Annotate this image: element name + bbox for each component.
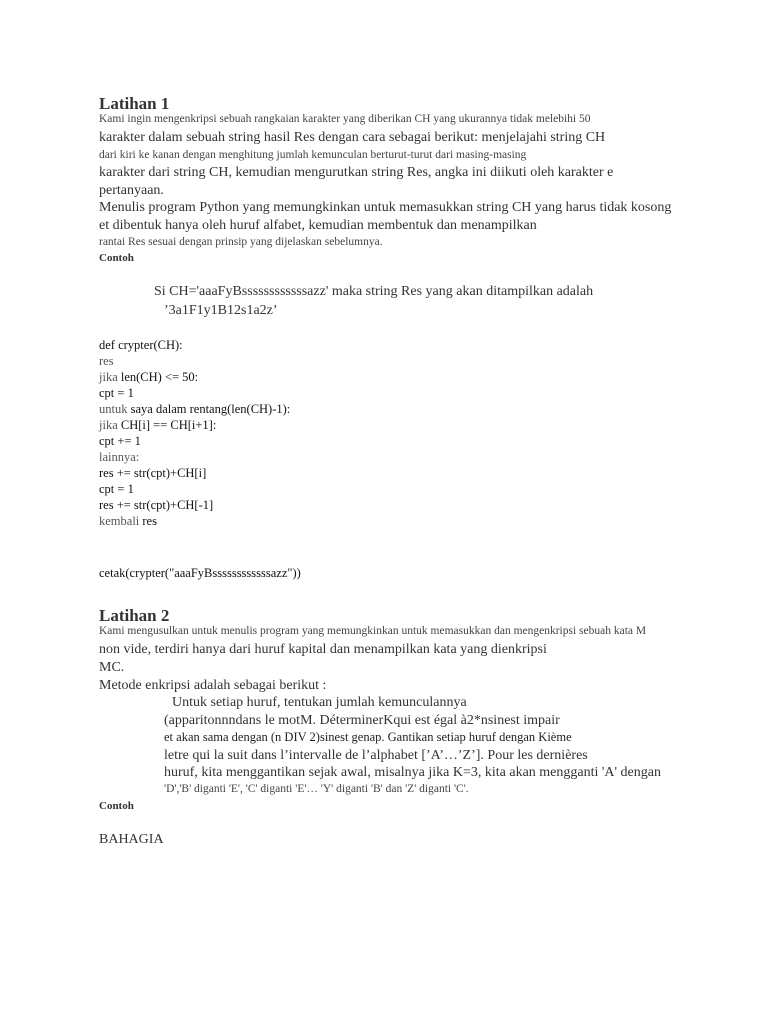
example-word: BAHAGIA (99, 832, 164, 847)
code-text: len(CH) <= 50: (117, 370, 199, 384)
code-keyword: res (99, 354, 114, 368)
latihan2-sub-line: huruf, kita menggantikan sejak awal, misalnya jika K=3, kita akan mengganti 'A' dengan (164, 765, 661, 780)
latihan1-line: rantai Res sesuai dengan prinsip yang dijelaskan sebelumnya. (99, 236, 383, 248)
code-line (99, 354, 114, 369)
code-line (99, 370, 198, 385)
latihan2-sub-line: letre qui la suit dans l’intervalle de l’alphabet [’A’…’Z’]. Pour les dernières (164, 748, 588, 763)
latihan1-line: pertanyaan. (99, 183, 164, 198)
latihan2-sub-line: 'D','B' diganti 'E', 'C' diganti 'E'… 'Y' diganti 'B' dan 'Z' diganti 'C'. (164, 783, 469, 795)
contoh-label: Contoh (99, 252, 134, 264)
code-text: res (139, 514, 157, 528)
code-line (99, 450, 139, 465)
code-line (99, 514, 157, 529)
code-text: cpt = 1 (99, 482, 134, 496)
latihan2-line: non vide, terdiri hanya dari huruf kapital dan menampilkan kata yang dienkripsi (99, 642, 547, 657)
code-keyword: jika (99, 370, 118, 384)
contoh-label: Contoh (99, 800, 134, 812)
code-keyword: untuk (99, 402, 128, 416)
code-text: res += str(cpt)+CH[i] (99, 466, 207, 480)
code-text: CH[i] == CH[i+1]: (117, 418, 217, 432)
latihan1-line: karakter dalam sebuah string hasil Res dengan cara sebagai berikut: menjelajahi string CH (99, 130, 606, 145)
latihan2-line: Kami mengusulkan untuk menulis program yang memungkinkan untuk memasukkan dan mengenkripsi sebuah kata M (99, 625, 647, 637)
code-line (99, 338, 183, 353)
latihan2-line: Metode enkripsi adalah sebagai berikut : (99, 678, 327, 693)
latihan2-title: Latihan 2 (99, 606, 170, 625)
latihan2-sub-line: et akan sama dengan (n DIV 2)sinest genap. Gantikan setiap huruf dengan Kième (164, 730, 572, 744)
latihan2-line: MC. (99, 660, 125, 675)
code-line (99, 386, 134, 401)
code-line (99, 402, 290, 417)
code-text: cpt += 1 (99, 434, 141, 448)
example-result: ’3a1F1y1B12s1a2z’ (164, 303, 278, 318)
code-line (99, 466, 206, 481)
latihan1-line: karakter dari string CH, kemudian mengurutkan string Res, angka ini diikuti oleh karakter e (99, 165, 614, 180)
latihan1-line: Menulis program Python yang memungkinkan untuk memasukkan string CH yang harus tidak kosong (99, 200, 672, 215)
code-line (99, 434, 141, 449)
bullet-line: Untuk setiap huruf, tentukan jumlah kemunculannya (172, 695, 467, 710)
code-line (99, 482, 134, 497)
code-keyword: jika (99, 418, 118, 432)
code-line (99, 498, 213, 513)
code-keyword: kembali (99, 514, 140, 528)
print-call: cetak(crypter("aaaFyBssssssssssssazz")) (99, 566, 301, 580)
latihan1-line: Kami ingin mengenkripsi sebuah rangkaian karakter yang diberikan CH yang ukurannya tidak melebihi 50 (99, 113, 591, 125)
example-line: Si CH='aaaFyBssssssssssssazz' maka string Res yang akan ditampilkan adalah (154, 284, 594, 299)
code-text: cpt = 1 (99, 386, 134, 400)
code-line (99, 418, 216, 433)
code-text: saya dalam rentang(len(CH)-1): (127, 402, 291, 416)
latihan1-title: Latihan 1 (99, 94, 170, 113)
latihan2-sub-line: (apparitonnndans le motM. DéterminerKqui est égal à2*nsinest impair (164, 713, 560, 728)
code-text: res += str(cpt)+CH[-1] (99, 498, 214, 512)
latihan1-line: dari kiri ke kanan dengan menghitung jumlah kemunculan berturut-turut dari masing-masing (99, 149, 527, 161)
code-text: def crypter(CH): (99, 338, 183, 352)
code-keyword: lainnya: (99, 450, 140, 464)
latihan1-line: et dibentuk hanya oleh huruf alfabet, kemudian membentuk dan menampilkan (99, 218, 537, 233)
